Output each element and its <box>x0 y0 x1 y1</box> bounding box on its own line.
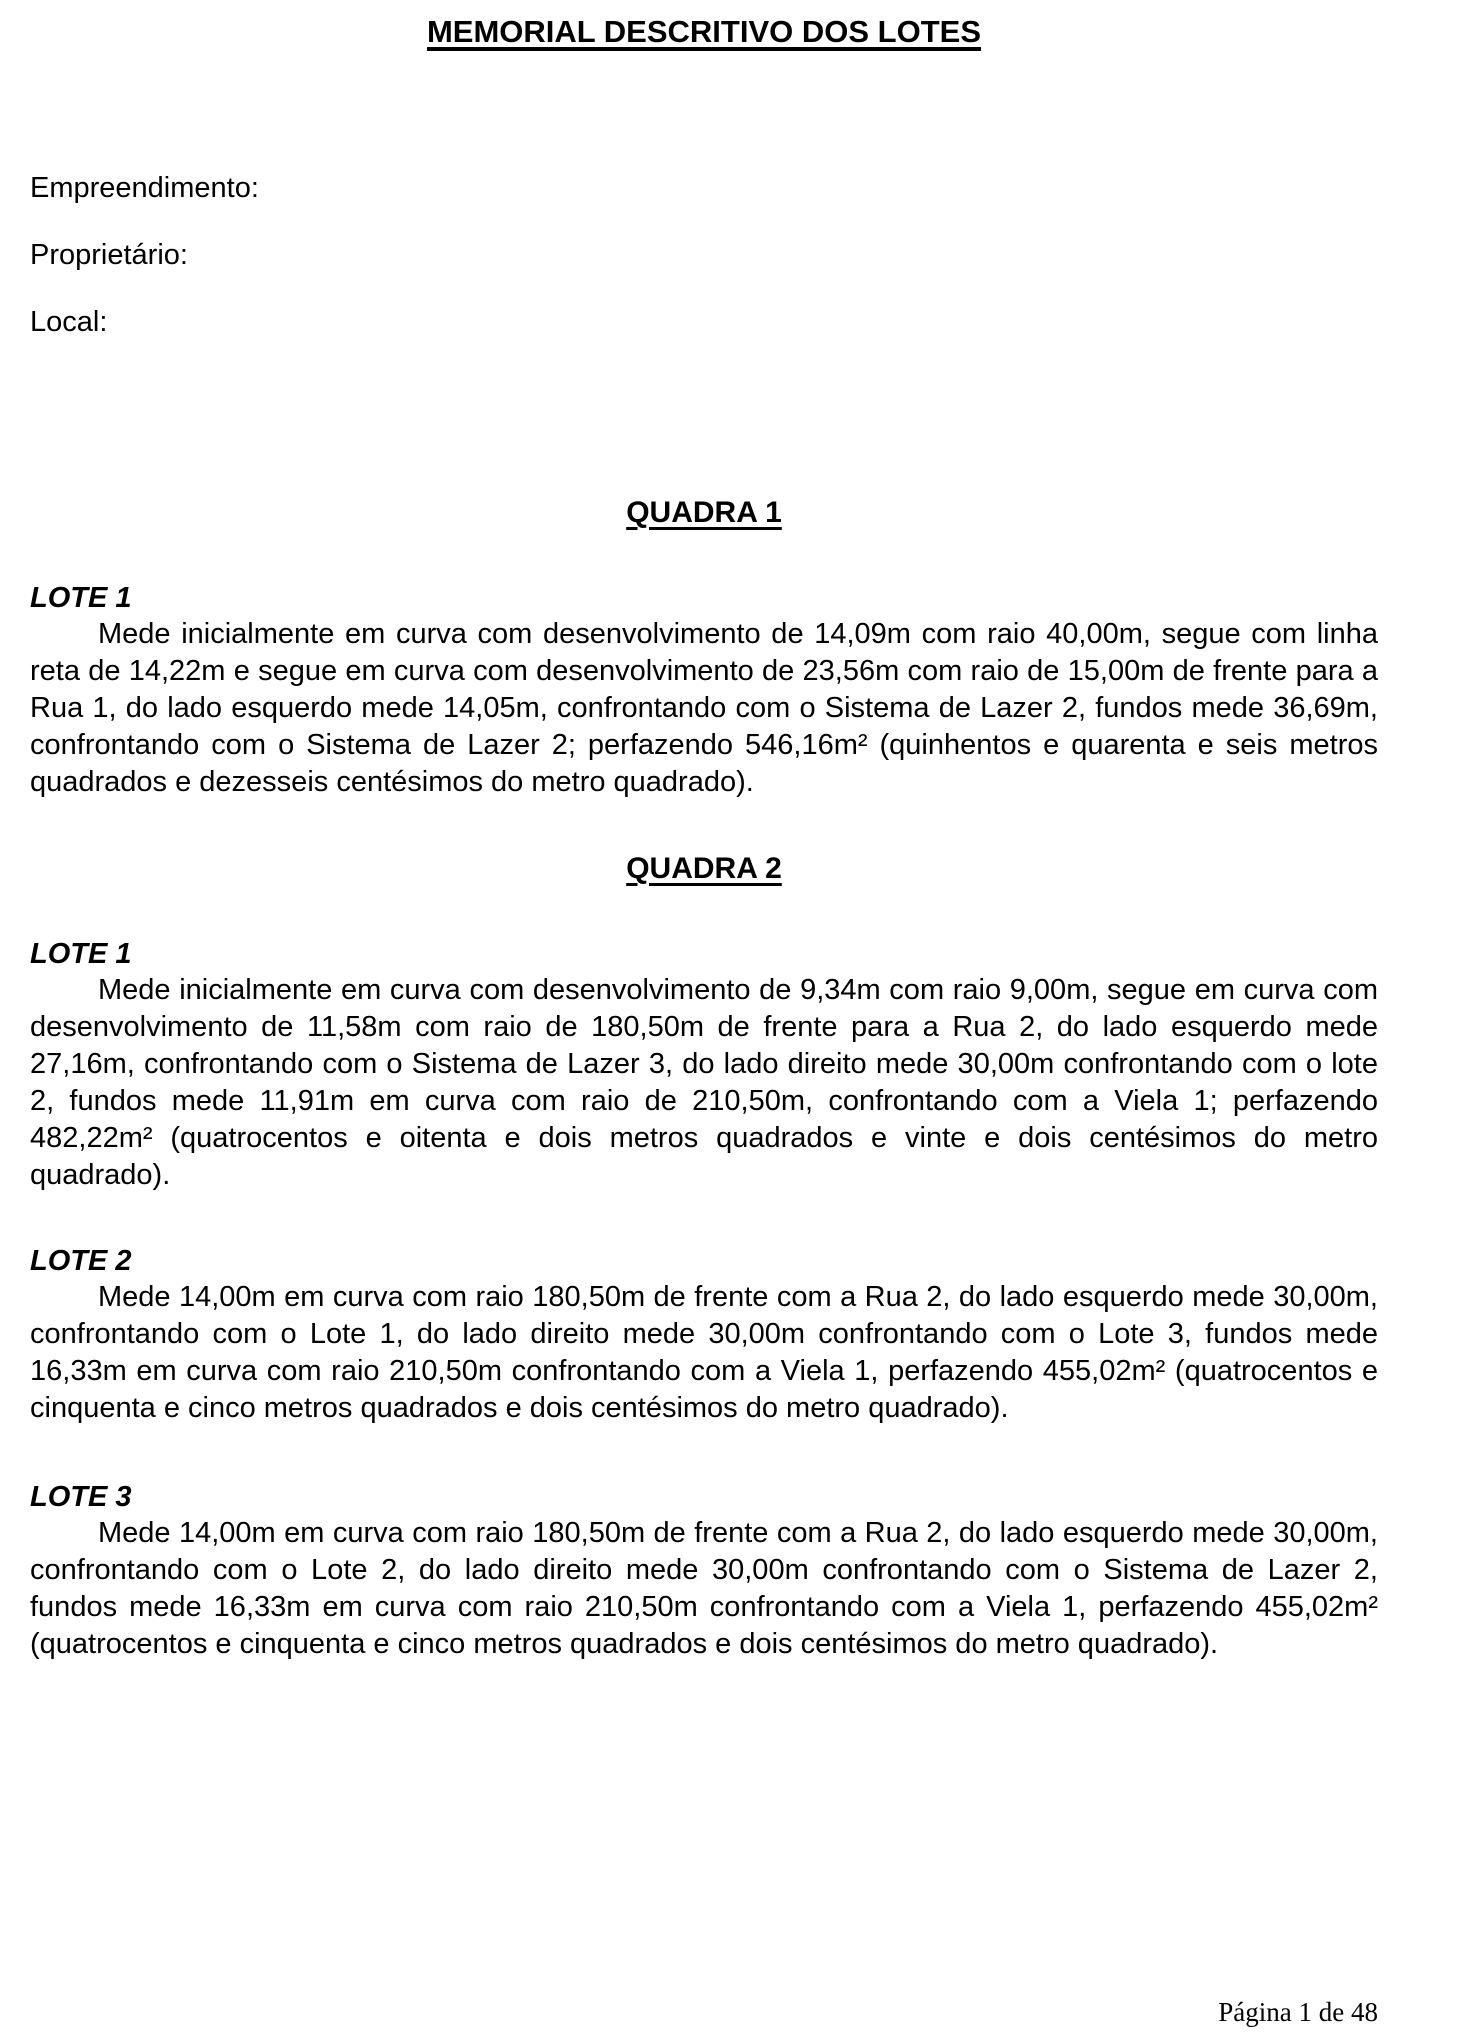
field-label-proprietario: Proprietário: <box>30 239 188 271</box>
lot-heading-q2-lote-2: LOTE 2 <box>30 1245 132 1277</box>
lot-description-q2-lote-1: Mede inicialmente em curva com desenvolvimento de 9,34m com raio 9,00m, segue em curva com desenvolvimento de 11,58m com raio de 180,50m de frente para a Rua 2, do lado esquerdo mede 27,16m, confrontando com o Sistema de Lazer 3, do lado direito mede 30,00m confrontando com o lote 2, fundos mede 11,91m em curva com raio de 210,50m, confrontando com a Viela 1; perfazendo 482,22m² (quatrocentos e oitenta e dois metros quadrados e vinte e dois centésimos do metro quadrado). <box>30 974 1378 1191</box>
lot-description-q2-lote-2: Mede 14,00m em curva com raio 180,50m de frente com a Rua 2, do lado esquerdo mede 30,00m, confrontando com o Lote 1, do lado direito mede 30,00m confrontando com o Lote 3, fundos mede 16,33m em curva com raio 210,50m confrontando com a Viela 1, perfazendo 455,02m² (quatrocentos e cinquenta e cinco metros quadrados e dois centésimos do metro quadrado). <box>30 1281 1378 1424</box>
lot-heading-q2-lote-3: LOTE 3 <box>30 1481 132 1513</box>
lot-description-q2-lote-3: Mede 14,00m em curva com raio 180,50m de frente com a Rua 2, do lado esquerdo mede 30,00m, confrontando com o Lote 2, do lado direito mede 30,00m confrontando com o Sistema de Lazer 2, fundos mede 16,33m em curva com raio 210,50m confrontando com a Viela 1, perfazendo 455,02m² (quatrocentos e cinquenta e cinco metros quadrados e dois centésimos do metro quadrado). <box>30 1517 1378 1660</box>
lot-heading-q2-lote-1: LOTE 1 <box>30 938 132 970</box>
lot-description-q1-lote-1: Mede inicialmente em curva com desenvolvimento de 14,09m com raio 40,00m, segue com linha reta de 14,22m e segue em curva com desenvolvimento de 23,56m com raio de 15,00m de frente para a Rua 1, do lado esquerdo mede 14,05m, confrontando com o Sistema de Lazer 2, fundos mede 36,69m, confrontando com o Sistema de Lazer 2; perfazendo 546,16m² (quinhentos e quarenta e seis metros quadrados e dezesseis centésimos do metro quadrado). <box>30 618 1378 798</box>
section-heading-quadra-1: QUADRA 1 <box>626 496 782 529</box>
section-heading-quadra-2: QUADRA 2 <box>626 852 782 885</box>
field-label-local: Local: <box>30 306 108 338</box>
page-number: Página 1 de 48 <box>1218 1997 1378 2027</box>
page-title: MEMORIAL DESCRITIVO DOS LOTES <box>426 14 982 49</box>
lot-heading-q1-lote-1: LOTE 1 <box>30 582 132 614</box>
field-label-empreendimento: Empreendimento: <box>30 172 259 204</box>
